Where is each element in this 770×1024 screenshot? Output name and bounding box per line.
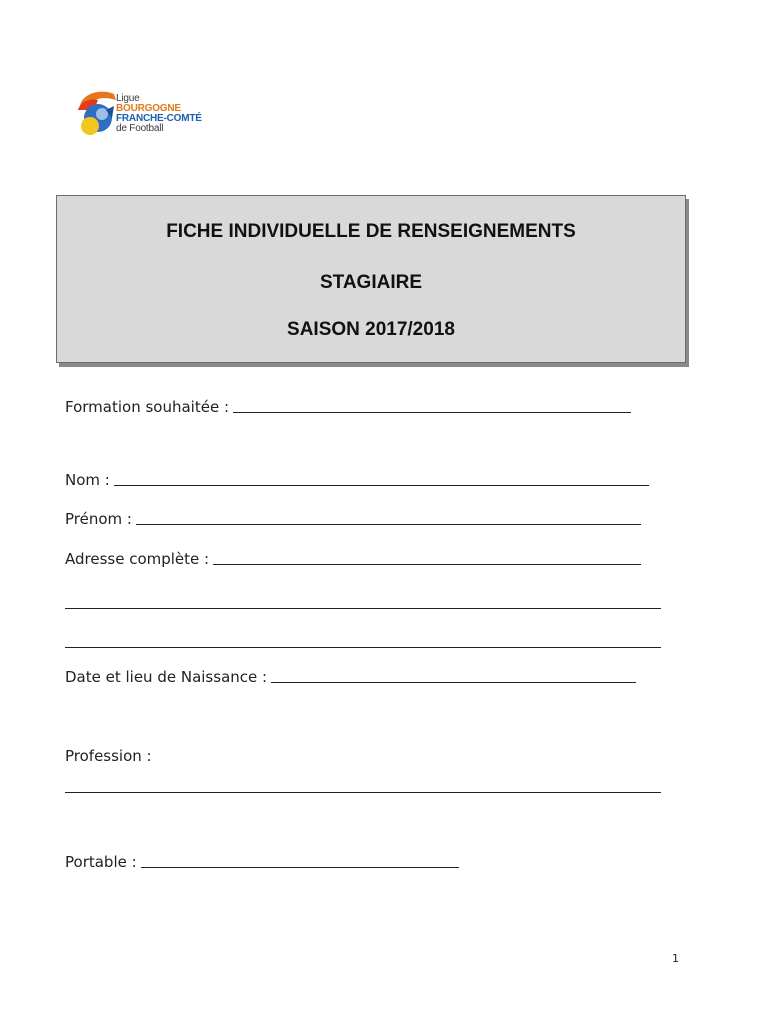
prenom-row: [65, 510, 641, 528]
naissance-row: [65, 668, 636, 686]
logo-text-de-football: de Football: [116, 123, 164, 134]
portable-label: Portable :: [65, 853, 137, 871]
logo-text-franche-comte: FRANCHE-COMTÉ: [116, 113, 202, 124]
adresse-field-line-2[interactable]: [65, 608, 661, 609]
nom-label: Nom :: [65, 471, 110, 489]
formation-label: Formation souhaitée :: [65, 398, 230, 416]
nom-row: [65, 471, 649, 489]
adresse-field-line-1[interactable]: [213, 563, 641, 565]
formation-row: [65, 398, 631, 416]
portable-field[interactable]: [141, 866, 459, 868]
portable-row: [65, 853, 459, 871]
logo-text-bourgogne: BOURGOGNE: [116, 103, 181, 114]
naissance-label: Date et lieu de Naissance :: [65, 668, 268, 686]
logo-text-ligue: Ligue: [116, 93, 140, 104]
adresse-row: [65, 550, 641, 568]
adresse-field-line-3[interactable]: [65, 647, 661, 648]
formation-field[interactable]: [233, 411, 631, 413]
page-number: 1: [672, 952, 679, 965]
nom-field[interactable]: [114, 484, 649, 486]
document-subtitle: STAGIAIRE: [319, 272, 423, 293]
season-label: SAISON 2017/2018: [287, 319, 455, 340]
naissance-field[interactable]: [271, 681, 636, 683]
prenom-field[interactable]: [136, 523, 641, 525]
document-title: FICHE INDIVIDUELLE DE RENSEIGNEMENTS: [166, 221, 576, 242]
league-logo: [76, 84, 236, 140]
profession-row: [65, 747, 152, 765]
profession-field[interactable]: [65, 792, 661, 793]
profession-label: Profession :: [65, 747, 152, 765]
adresse-label: Adresse complète :: [65, 550, 210, 568]
title-box: [56, 195, 686, 363]
prenom-label: Prénom :: [65, 510, 132, 528]
